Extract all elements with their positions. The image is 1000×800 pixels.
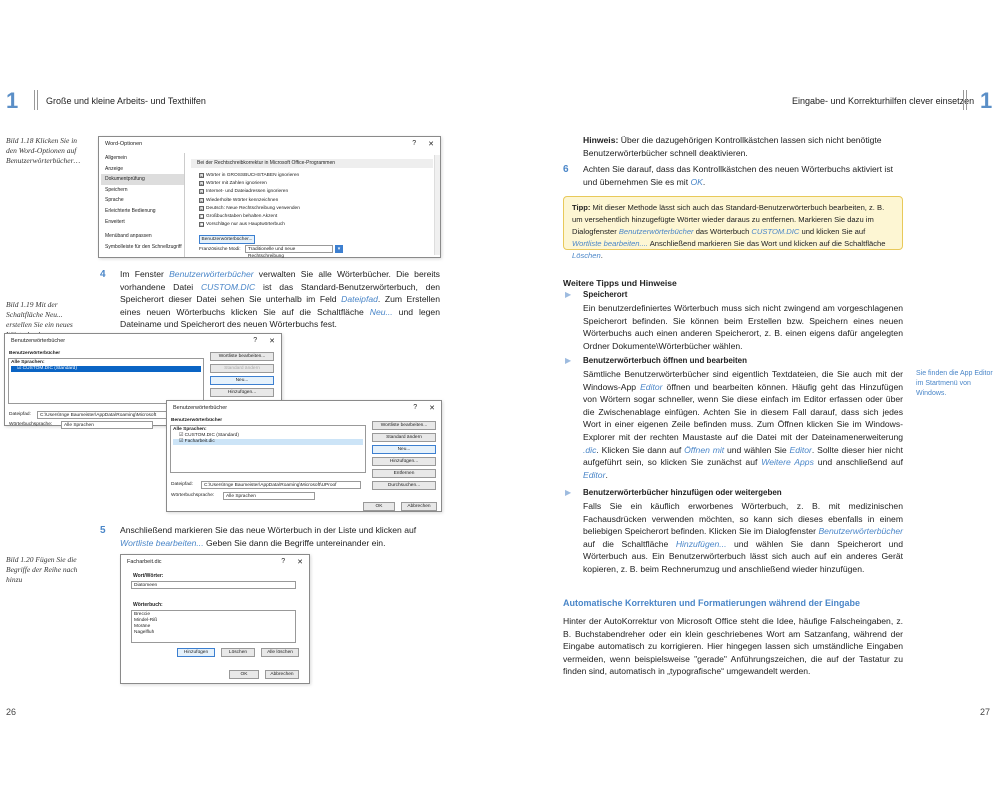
figure-caption: Bild 1.19 Mit der Schaltfläche Neu... erstellen Sie ein neues: [6, 300, 73, 329]
cancel-button[interactable]: Abbrechen: [265, 670, 299, 679]
option-row[interactable]: ☑ Wiederholte Wörter kennzeichnen: [200, 197, 279, 203]
cancel-button[interactable]: Abbrechen: [401, 502, 437, 511]
edit-wordlist-button[interactable]: Wortliste bearbeiten...: [210, 352, 274, 361]
bullet-icon: ▶: [565, 488, 572, 497]
ok-button[interactable]: OK: [229, 670, 259, 679]
nav-item[interactable]: Dokumentprüfung: [101, 174, 184, 185]
path-label: Dateipfad:: [9, 412, 31, 417]
help-button[interactable]: ?: [281, 557, 286, 565]
checkbox[interactable]: ☐: [200, 222, 204, 228]
language-select[interactable]: Alle Sprachen: [61, 421, 153, 429]
figure-caption: Bild 1.18 Klicken Sie in den Word-Optionen auf Benutzerwörterbücher…: [6, 136, 81, 165]
tip-title: Speicherort: [583, 290, 628, 299]
nav-item[interactable]: Erweitert: [105, 218, 125, 225]
options-list: [199, 172, 300, 229]
word-label: Wort/Wörter:: [133, 573, 164, 579]
list-item[interactable]: ☑ CUSTOM.DIC (Standard): [11, 366, 201, 372]
close-button[interactable]: ✕: [428, 140, 434, 148]
nav-item[interactable]: Symbolleiste für den Schnellzugriff: [105, 243, 182, 250]
delete-word-button[interactable]: Löschen: [221, 648, 255, 657]
option-row[interactable]: ☑ Wörter in GROSSBUCHSTABEN ignorieren: [200, 173, 300, 178]
step-4-text: Im Fenster Benutzerwörterbücher verwalten Sie alle Wörterbücher. Die bereits vorhandene Datei CUSTOM.DIC ist das Standard-Benutzerwörterbuch, den Speicherort dieser Datei sehen Sie unterhalb im Feld Dateipfad. Zum Erstellen eines neuen Wörterbuchs klicken Sie auf die Schaltfläche Neu... und legen Dateiname und Speicherort des neuen Wörterbuchs fest.: [120, 269, 440, 330]
figure-caption: Bild 1.20 Fügen Sie die Begriffe der Reihe nach hinzu: [6, 555, 78, 584]
dialog-title: Facharbeit.dic: [127, 558, 162, 565]
list-item[interactable]: Nagelfluh: [134, 630, 155, 635]
checkbox[interactable]: ☑: [200, 205, 204, 211]
mode-select[interactable]: Traditionelle und neue Rechtschreibung: [245, 245, 333, 253]
option-row[interactable]: ☑ Wörter mit Zahlen ignorieren: [200, 181, 267, 187]
nav-item[interactable]: Menüband anpassen: [105, 233, 152, 240]
option-row[interactable]: ☑ Deutsch: Neue Rechtschreibung verwenden: [200, 205, 300, 211]
nav-item[interactable]: Sprache: [105, 197, 124, 204]
list-item[interactable]: ☑ Facharbeit.dic: [173, 439, 363, 445]
scrollbar[interactable]: [434, 155, 440, 255]
mode-label: Französische Modi:: [199, 247, 241, 252]
list-header: Alle Sprachen:: [11, 360, 45, 365]
wordlist-dialog: [120, 554, 310, 684]
dictionary-list[interactable]: [170, 425, 366, 473]
word-input[interactable]: Diatomeen: [131, 581, 296, 589]
running-head: Eingabe- und Korrekturhilfen clever einsetzen: [792, 96, 975, 106]
option-row[interactable]: ☐ Großbuchstaben behalten Akzent: [200, 214, 278, 220]
new-button[interactable]: Neu...: [372, 445, 436, 454]
help-button[interactable]: ?: [412, 139, 417, 147]
head-divider: [966, 90, 967, 110]
change-default-button[interactable]: Standard ändern: [210, 364, 274, 373]
tips-heading: Weitere Tipps und Hinweise: [563, 278, 677, 288]
chapter-number: 1: [6, 88, 19, 113]
checkbox[interactable]: ☑: [200, 173, 204, 178]
list-item[interactable]: Breccie: [134, 612, 150, 617]
section-heading: Automatische Korrekturen und Formatierungen während der Eingabe: [563, 598, 861, 608]
dialog-title: Benutzerwörterbücher: [173, 404, 228, 411]
dialog-titlebar: [99, 137, 440, 150]
tip-text: Falls Sie ein käuflich erworbenes Wörterbuch, z. B. mit medizinischen Fachausdrücken verwenden möchten, so kann sich dieses ebenfalls in einem beliebigen Speicherort befinden. Klicken Sie im Dialogfenster Benutzerwörterbücher auf die Schaltfläche Hinzufügen... und wählen Sie dann Speicherort und Wörterbuch aus. Ein Benutzerwörterbuch lässt sich auch auf ein anderes Gerät kopieren, z. B. beim Rechnerumzug und anschließend wieder hinzufügen.: [583, 501, 903, 574]
delete-all-button[interactable]: Alle löschen: [261, 648, 299, 657]
step-6-text: Achten Sie darauf, dass das Kontrollkästchen des neuen Wörterbuchs aktiviert ist und übernehmen Sie es mit OK.: [583, 164, 894, 187]
hint-text: Hinweis: Über die dazugehörigen Kontrollkästchen lassen sich nicht benötigte Benutzerwörterbücher schnell deaktivieren.: [583, 135, 882, 158]
new-button[interactable]: Neu...: [210, 376, 274, 385]
tip-box: Tipp: Mit dieser Methode lässt sich auch das Standard-Benutzerwörterbuch bearbeiten, z. B. um versehentlich hinzugefügte Wörter wieder daraus zu entfernen. Markieren Sie dazu im Dialogfenster Benutzerwörterbücher das Wörterbuch CUSTOM.DIC und klicken Sie auf Wortliste bearbeiten.... Anschließend markieren Sie das Wort und klicken auf die Schaltfläche Löschen.: [563, 196, 903, 250]
language-label: Wörterbuchsprache:: [9, 422, 53, 427]
checkbox[interactable]: ☑: [200, 189, 204, 195]
head-divider: [37, 90, 38, 110]
nav-item[interactable]: Allgemein: [105, 155, 127, 161]
list-header: Alle Sprachen:: [173, 427, 207, 432]
path-label: Dateipfad:: [171, 482, 193, 487]
list-label: Benutzerwörterbücher: [171, 418, 223, 423]
help-button[interactable]: ?: [413, 403, 418, 411]
add-button[interactable]: Hinzufügen...: [210, 388, 274, 397]
language-select[interactable]: Alle Sprachen: [223, 492, 315, 500]
dialog-titlebar: [5, 334, 281, 347]
custom-dictionaries-button[interactable]: Benutzerwörterbücher...: [199, 235, 255, 244]
help-button[interactable]: ?: [253, 336, 258, 344]
add-word-button[interactable]: Hinzufügen: [177, 648, 215, 657]
edit-wordlist-button[interactable]: Wortliste bearbeiten...: [372, 421, 436, 430]
checkbox[interactable]: ☑: [200, 181, 204, 187]
custom-dictionaries-dialog-2: [166, 400, 442, 512]
add-button[interactable]: Hinzufügen...: [372, 457, 436, 466]
path-field[interactable]: C:\Users\Inge Baumeister\AppData\Roaming\Microsoft\UProof: [201, 481, 361, 489]
close-button[interactable]: ✕: [429, 404, 435, 412]
checkbox[interactable]: ☐: [200, 214, 204, 220]
bullet-icon: ▶: [565, 356, 572, 365]
checkbox[interactable]: ☑: [200, 197, 204, 203]
margin-note: Sie finden die App Editor im Startmenü von Windows.: [916, 370, 993, 397]
list-label: Benutzerwörterbücher: [9, 351, 61, 356]
step-number: 5: [100, 525, 106, 536]
page-number: 27: [980, 707, 991, 717]
nav-item[interactable]: Anzeige: [105, 165, 124, 172]
dialog-title: Word-Optionen: [105, 140, 143, 147]
tip-title: Benutzerwörterbücher hinzufügen oder weitergeben: [583, 488, 782, 497]
dictionary-label: Wörterbuch:: [133, 602, 163, 608]
close-button[interactable]: ✕: [269, 337, 275, 345]
word-options-dialog: [98, 136, 441, 258]
tip-text: Ein benutzerdefiniertes Wörterbuch muss sich nicht zwingend am vorgeschlagenen Speicherort befinden. Sie können beim Erstellen bzw. Speichern eines neuen Wörterbuchs auch einen anderen Speicherort, z. B. einen eigens dafür angelegten Ordner Dokumente\Wörterbücher wählen.: [583, 303, 903, 351]
tip-title: Benutzerwörterbuch öffnen und bearbeiten: [583, 356, 748, 365]
list-item[interactable]: ☑ CUSTOM.DIC (Standard): [179, 433, 239, 438]
path-field[interactable]: C:\Users\Inge Baumeister\AppData\Roaming\Microsoft: [37, 411, 175, 419]
dialog-titlebar: [121, 555, 309, 568]
browse-button[interactable]: Durchsuchen...: [372, 481, 436, 490]
bullet-icon: ▶: [565, 290, 572, 299]
step-number: 4: [100, 269, 106, 280]
language-label: Wörterbuchsprache:: [171, 493, 215, 498]
section-header: Bei der Rechtschreibkorrektur in Microsoft Office-Programmen: [191, 159, 433, 168]
chapter-number: 1: [980, 88, 993, 113]
page-number: 26: [6, 707, 17, 717]
list-item[interactable]: Mindel-Riß: [134, 618, 158, 623]
step-5-text: Anschließend markieren Sie das neue Wörterbuch in der Liste und klicken auf Wortliste bearbeiten... Geben Sie dann die Begriffe untereinander ein.: [120, 525, 417, 548]
head-divider: [34, 90, 35, 110]
nav-item[interactable]: Speichern: [105, 186, 128, 193]
running-head: Große und kleine Arbeits- und Texthilfen: [46, 96, 206, 106]
dialog-title: Benutzerwörterbücher: [11, 337, 66, 344]
dialog-titlebar: [167, 401, 441, 414]
option-row[interactable]: ☑ Internet- und Dateiadressen ignorieren: [200, 189, 289, 195]
nav-item[interactable]: Erleichterte Bedienung: [105, 207, 156, 214]
remove-button[interactable]: Entfernen: [372, 469, 436, 478]
list-item[interactable]: Moräne: [134, 624, 151, 629]
option-row[interactable]: ☐ Vorschläge nur aus Hauptwörterbuch: [200, 222, 285, 228]
options-nav: [101, 153, 185, 257]
word-list[interactable]: [131, 610, 296, 643]
step-number: 6: [563, 164, 569, 175]
close-button[interactable]: ✕: [297, 558, 303, 566]
dictionary-list[interactable]: [8, 358, 204, 404]
change-default-button[interactable]: Standard ändern: [372, 433, 436, 442]
chevron-down-icon[interactable]: ▾: [335, 245, 343, 253]
head-divider: [963, 90, 964, 110]
tip-text: Sämtliche Benutzerwörterbücher sind eigentlich Textdateien, die Sie auch mit der Windows-App Editor öffnen und bearbeiten können. Häufig geht das Hinzufügen von Wörtern sogar schneller, wenn Sie diese einfach im Editor erfassen oder über die Zwischenablage einfügen. Achten Sie in diesem Fall darauf, dass sich jedes Wort in einer eigenen Zeile befinden muss. Zum Öffnen klicken Sie im Windows-Explorer mit der rechten Maustaste auf die Datei mit der Dateinamenerweiterung .dic. Klicken Sie dann auf Öffnen mit und wählen Sie Editor. Sollte dieser hier nicht aufgeführt sein, so klicken Sie zunächst auf Weitere Apps und anschließend auf Editor.: [583, 369, 903, 480]
ok-button[interactable]: OK: [363, 502, 395, 511]
section-text: Hinter der AutoKorrektur von Microsoft Office steht die Idee, häufige Falscheingaben, z. B. Buchstabendreher oder ein klein geschriebenes Wort am Satzanfang, während der Eingabe automatisch zu korrigieren. Hier hingegen lassen sich umständliche Eingaben vermeiden, wenn beispielsweise "gerade" Anführungszeichen, die auf der Tastatur zu finden sind, automatisch in „typografische“ umgewandelt werden.: [563, 616, 903, 677]
